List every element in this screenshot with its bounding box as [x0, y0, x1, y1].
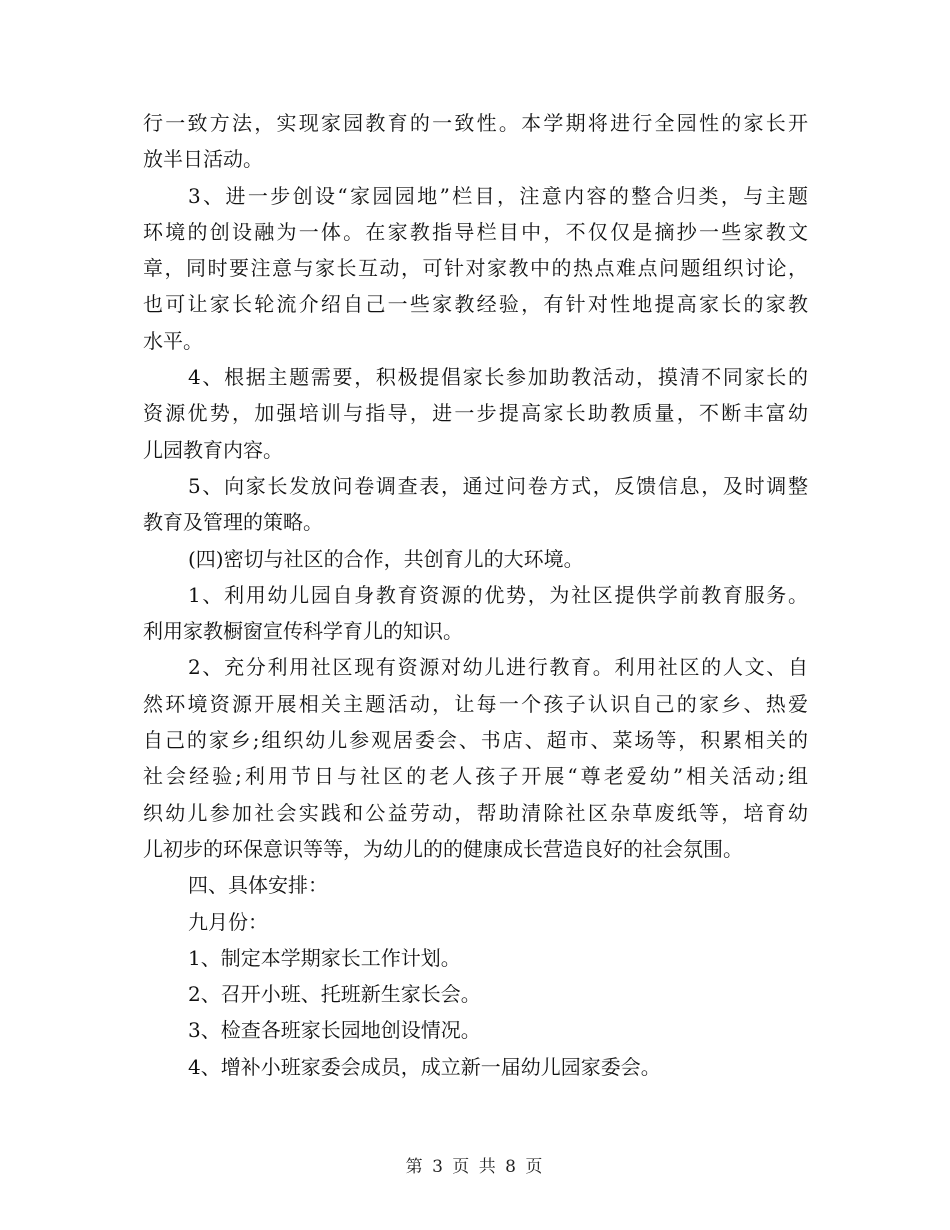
- section-heading: 四、具体安排：: [188, 873, 328, 898]
- text-line: 环境的创设融为一体。在家教指导栏目中，不仅仅是摘抄一些家教文: [143, 219, 808, 244]
- text-line: 放半日活动。: [143, 147, 263, 172]
- text-line: 5、向家长发放问卷调查表，通过问卷方式，反馈信息，及时调整: [188, 473, 808, 498]
- text-line: 3、进一步创设“家园园地”栏目，注意内容的整合归类，与主题: [188, 183, 808, 208]
- text-line: 2、充分利用社区现有资源对幼儿进行教育。利用社区的人文、自: [188, 655, 808, 680]
- text-line: 水平。: [143, 328, 203, 353]
- text-line: 儿初步的环保意识等等，为幼儿的的健康成长营造良好的社会氛围。: [143, 836, 743, 861]
- text-line: 社会经验;利用节日与社区的老人孩子开展“尊老爱幼”相关活动;组: [143, 764, 808, 789]
- list-item: 4、增补小班家委会成员，成立新一届幼儿园家委会。: [188, 1054, 661, 1079]
- list-item: 2、召开小班、托班新生家长会。: [188, 982, 481, 1007]
- text-line: 行一致方法，实现家园教育的一致性。本学期将进行全园性的家长开: [143, 111, 808, 135]
- text-line: 1、利用幼儿园自身教育资源的优势，为社区提供学前教育服务。: [188, 582, 808, 607]
- month-heading: 九月份：: [188, 909, 268, 934]
- page-number-footer: 第 3 页 共 8 页: [405, 1157, 545, 1177]
- list-item: 1、制定本学期家长工作计划。: [188, 945, 461, 970]
- text-line: 自己的家乡;组织幼儿参观居委会、书店、超市、菜场等，积累相关的: [143, 728, 808, 753]
- document-body: [143, 105, 808, 1085]
- section-heading: (四)密切与社区的合作，共创育儿的大环境。: [188, 546, 584, 571]
- text-line: 然环境资源开展相关主题活动，让每一个孩子认识自己的家乡、热爱: [143, 691, 808, 716]
- text-line: 也可让家长轮流介绍自己一些家教经验，有针对性地提高家长的家教: [143, 292, 808, 317]
- text-line: 资源优势，加强培训与指导，进一步提高家长助教质量，不断丰富幼: [143, 401, 808, 426]
- text-line: 教育及管理的策略。: [143, 510, 323, 535]
- text-line: 4、根据主题需要，积极提倡家长参加助教活动，摸清不同家长的: [188, 365, 808, 390]
- text-line: 儿园教育内容。: [143, 437, 283, 462]
- text-line: 织幼儿参加社会实践和公益劳动，帮助清除社区杂草废纸等，培育幼: [143, 800, 808, 825]
- text-line: 章，同时要注意与家长互动，可针对家教中的热点难点问题组织讨论，: [143, 256, 808, 281]
- text-line: 利用家教橱窗宣传科学育儿的知识。: [143, 619, 463, 644]
- list-item: 3、检查各班家长园地创设情况。: [188, 1018, 481, 1043]
